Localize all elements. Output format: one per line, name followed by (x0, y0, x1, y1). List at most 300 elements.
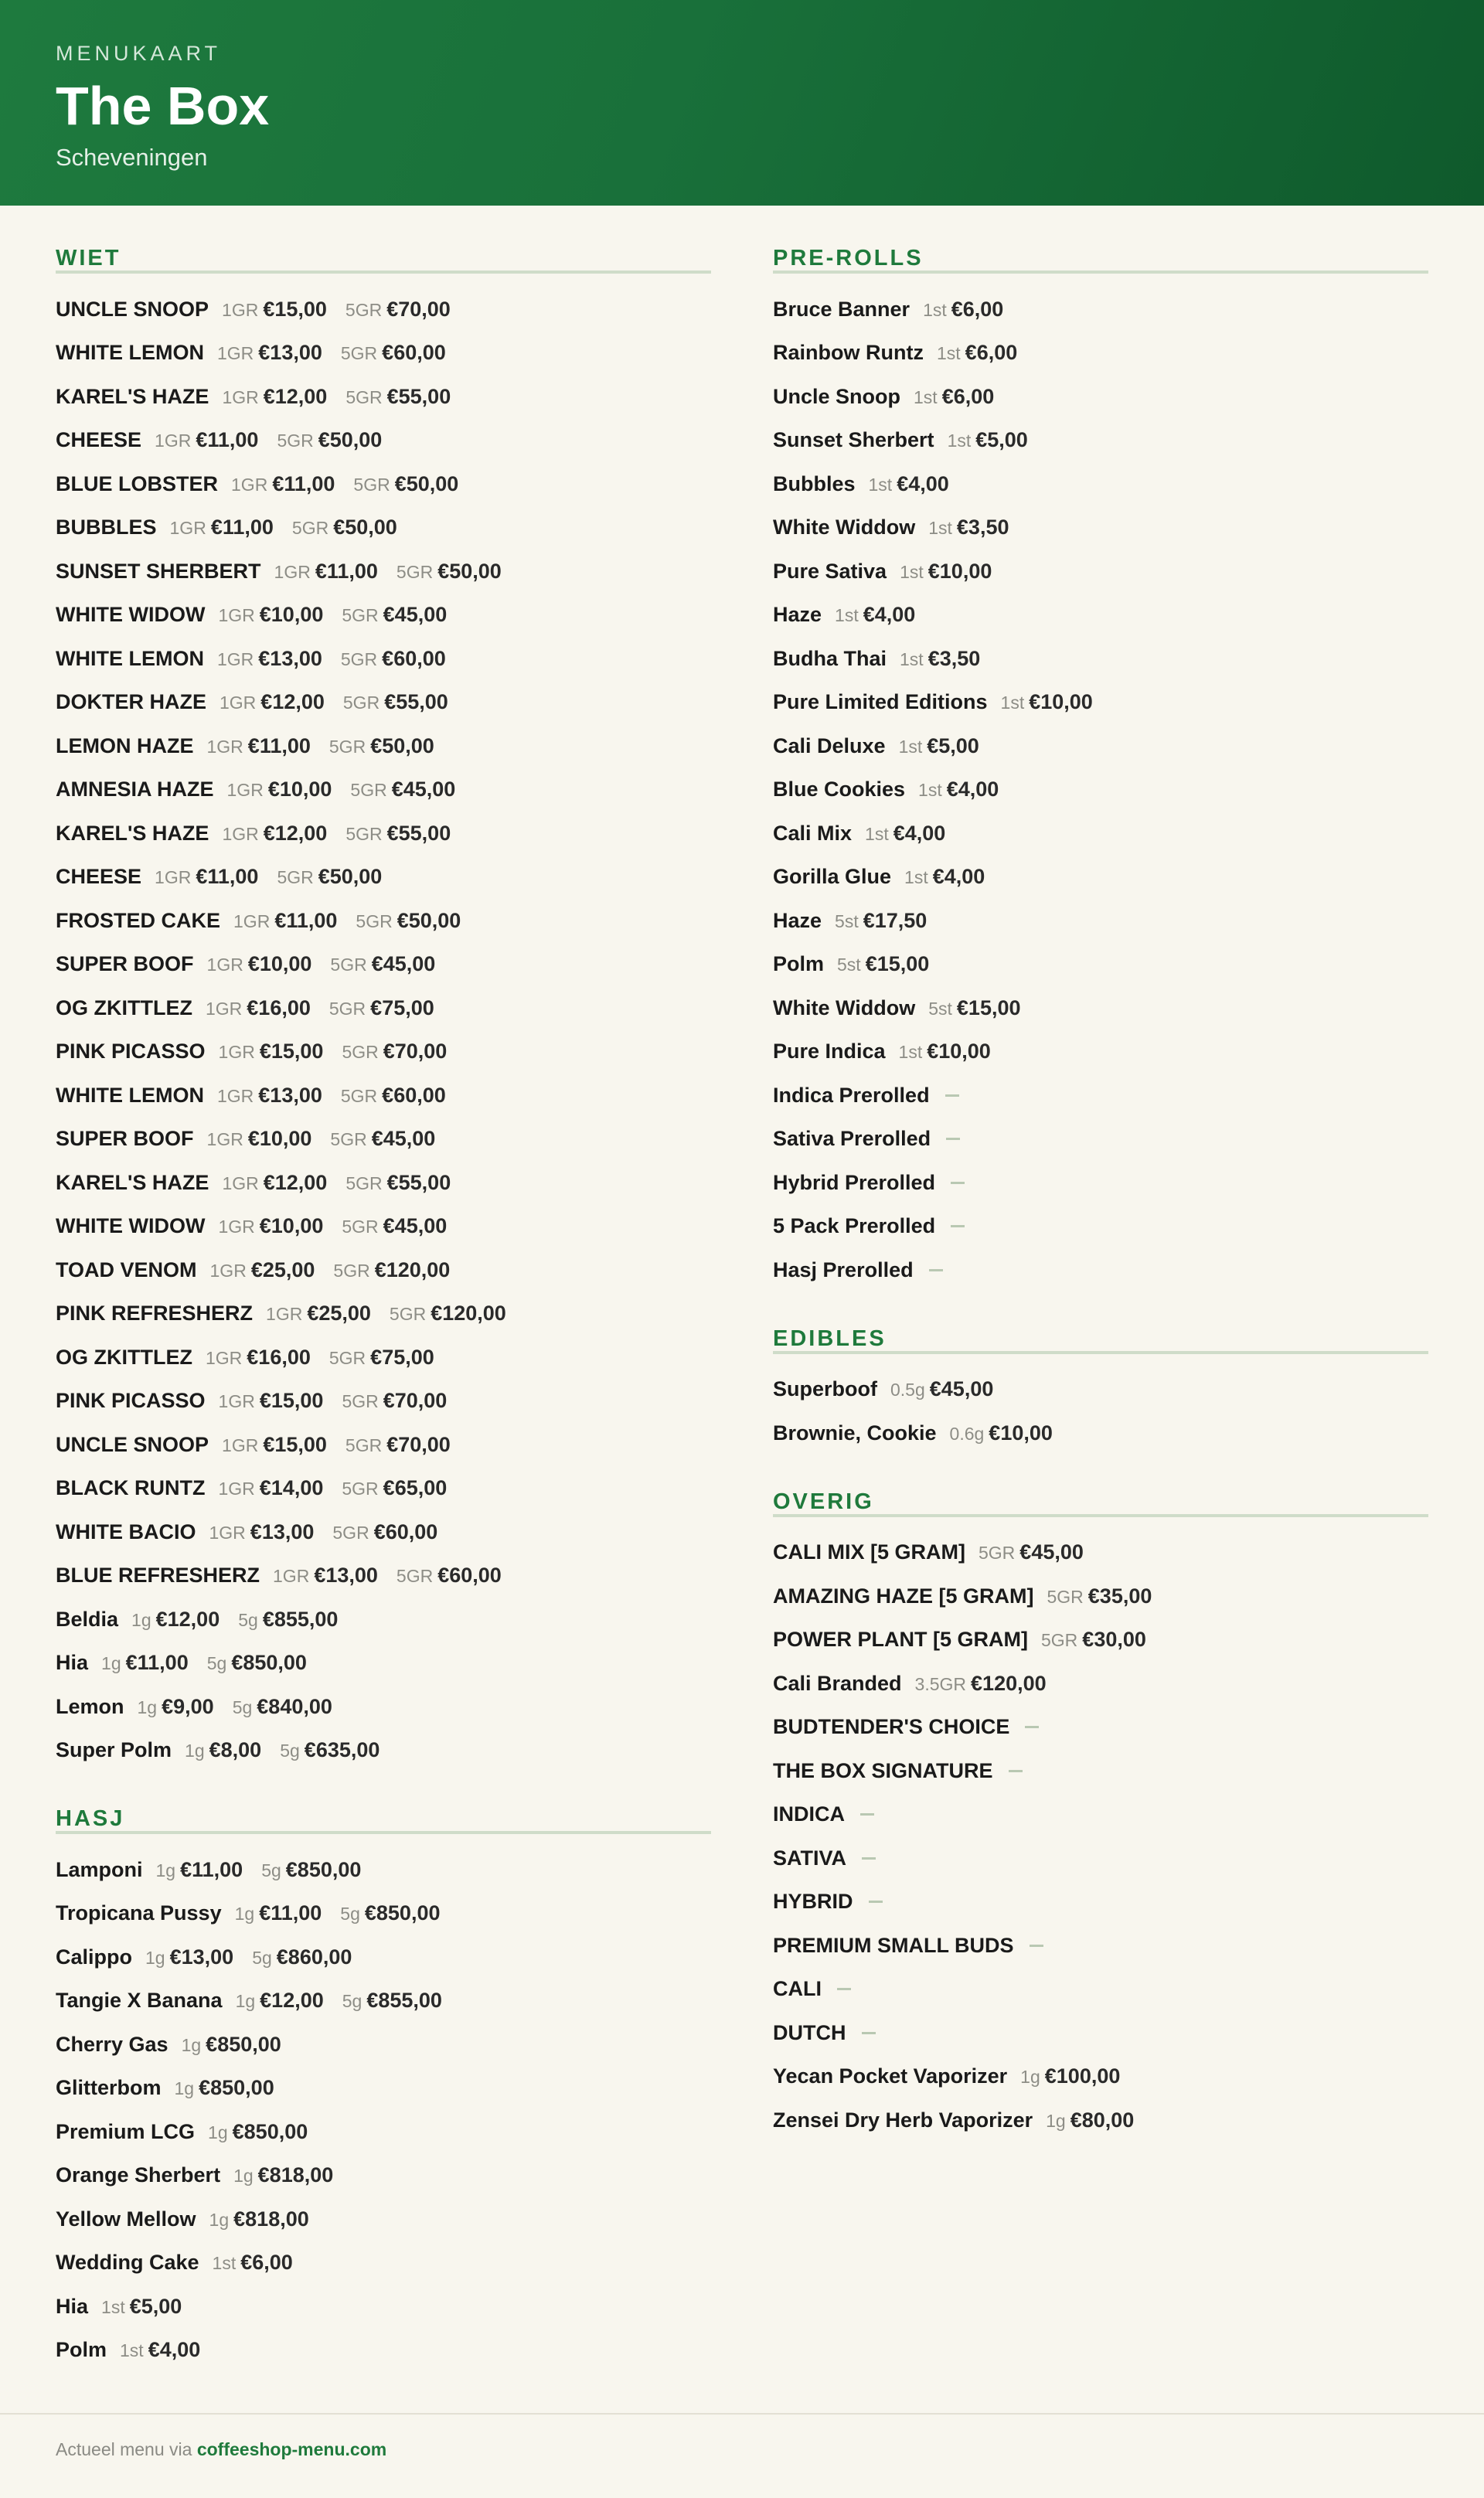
menu-item (56, 2110, 711, 2154)
section-overig (773, 1486, 1428, 2142)
price-tier (979, 1540, 1084, 1564)
shop-location: Scheveningen (56, 144, 208, 171)
tier-price: €13,00 (258, 341, 322, 365)
tier-price: €10,00 (927, 1040, 991, 1064)
menu-item (56, 1248, 711, 1292)
tier-unit: 5GR (345, 1172, 383, 1193)
tier-price: €16,00 (247, 995, 311, 1019)
menu-item (773, 1706, 1428, 1750)
tier-unit: 1GR (266, 1304, 303, 1325)
price-tier (918, 778, 999, 801)
price-tier (345, 1433, 451, 1457)
price-tier (342, 1389, 447, 1413)
menu-item (56, 375, 711, 419)
tier-price: €60,00 (382, 341, 446, 365)
tier-price: €50,00 (318, 865, 383, 889)
price-tier (222, 1171, 327, 1195)
item-name: Premium LCG (56, 2119, 196, 2143)
price-tier (156, 1858, 243, 1882)
menu-item (773, 1161, 1428, 1205)
item-name: LEMON HAZE (56, 733, 194, 757)
tier-unit: 1GR (231, 474, 268, 495)
tier-price: €11,00 (259, 1901, 322, 1925)
tier-unit: 1st (212, 2253, 237, 2274)
menu-item (56, 1510, 711, 1554)
tier-unit: 1g (235, 1991, 256, 2012)
price-tier (329, 1346, 434, 1370)
tier-unit: 1GR (205, 998, 243, 1019)
menu-item (773, 462, 1428, 506)
tier-price: €70,00 (383, 1389, 448, 1413)
section-wiet (56, 243, 711, 1772)
price-tier (210, 1258, 315, 1282)
tier-unit: 5GR (342, 1042, 379, 1063)
menu-item (56, 594, 711, 638)
section-title: PRE-ROLLS (773, 243, 1428, 274)
tier-unit: 5GR (345, 823, 383, 844)
tier-price: €3,50 (956, 516, 1009, 539)
tier-price: €11,00 (196, 865, 259, 889)
tier-price: €6,00 (951, 297, 1004, 321)
item-name: Orange Sherbert (56, 2163, 221, 2187)
price-tier (231, 472, 335, 496)
tier-unit: 5st (928, 998, 952, 1019)
tier-unit: 0.5g (890, 1380, 925, 1400)
price-tier (236, 1989, 324, 2013)
tier-unit: 1GR (209, 1522, 246, 1543)
tier-unit: 1g (101, 1653, 121, 1674)
price-tier (145, 1945, 233, 1969)
item-name: UNCLE SNOOP (56, 1432, 209, 1456)
item-name: Tangie X Banana (56, 1989, 223, 2013)
tier-unit: 1g (1020, 2067, 1040, 2088)
tier-price: €50,00 (394, 471, 459, 495)
tier-unit: 1GR (222, 1172, 259, 1193)
menu-item (56, 2197, 711, 2241)
tier-unit: 5GR (330, 955, 367, 975)
item-name: CALI (773, 1977, 822, 2001)
item-name: WHITE LEMON (56, 341, 204, 365)
price-tier (342, 1989, 442, 2013)
tier-price: €50,00 (397, 908, 461, 932)
tier-unit: 1GR (155, 867, 192, 888)
item-name: WHITE LEMON (56, 1083, 204, 1107)
menu-item (56, 2023, 711, 2067)
tier-price: €45,00 (929, 1377, 994, 1401)
tier-price: €8,00 (209, 1738, 262, 1762)
item-name: Cali Deluxe (773, 733, 886, 757)
price-tier (340, 1901, 440, 1925)
menu-item (773, 1248, 1428, 1292)
price-tier (233, 2163, 333, 2187)
tier-unit: 1g (155, 1860, 176, 1880)
tier-price: €70,00 (386, 1432, 451, 1456)
item-name: WHITE WIDOW (56, 1214, 206, 1238)
price-tier (138, 1695, 214, 1719)
menu-item (56, 550, 711, 594)
menu-item (56, 1118, 711, 1162)
price-tier (292, 516, 397, 539)
item-name: INDICA (773, 1802, 845, 1826)
item-name: Tropicana Pussy (56, 1901, 222, 1925)
tier-unit: 1g (137, 1697, 158, 1717)
menu-item (773, 986, 1428, 1030)
price-tier (350, 778, 455, 801)
menu-item (56, 724, 711, 768)
item-name: OG ZKITTLEZ (56, 1345, 192, 1369)
tier-unit: 1g (185, 1741, 205, 1761)
item-name: CHEESE (56, 428, 142, 452)
item-name: KAREL'S HAZE (56, 384, 209, 408)
item-name: Glitterbom (56, 2076, 162, 2100)
tier-unit: 5GR (291, 518, 329, 539)
menu-item (56, 1892, 711, 1936)
item-name: DUTCH (773, 2020, 846, 2044)
tier-price: €5,00 (927, 733, 979, 757)
tier-unit: 1st (900, 561, 924, 582)
item-name: Sunset Sherbert (773, 428, 934, 452)
menu-item (56, 288, 711, 332)
no-price-dash (1030, 1945, 1043, 1947)
tier-price: €6,00 (941, 384, 995, 408)
tier-unit: 0.6g (949, 1423, 985, 1444)
no-price-dash (1009, 1770, 1023, 1772)
price-tier (220, 690, 325, 714)
price-tier (217, 647, 322, 671)
item-name: PINK PICASSO (56, 1040, 206, 1064)
tier-unit: 1GR (216, 648, 254, 669)
item-name: Indica Prerolled (773, 1083, 930, 1107)
tier-price: €80,00 (1070, 2108, 1135, 2132)
tier-unit: 1GR (206, 1129, 243, 1150)
tier-unit: 5st (835, 910, 859, 931)
price-tier (948, 428, 1028, 452)
price-tier (277, 428, 382, 452)
price-tier (238, 1608, 338, 1632)
tier-unit: 1st (835, 605, 859, 626)
price-tier (209, 2207, 309, 2231)
price-tier (923, 298, 1003, 322)
menu-item (56, 681, 711, 725)
menu-item (56, 812, 711, 856)
price-tier (937, 341, 1017, 365)
price-tier (273, 1564, 378, 1588)
item-name: Bruce Banner (773, 297, 910, 321)
footer-link[interactable]: coffeeshop-menu.com (196, 2439, 387, 2459)
tier-price: €4,00 (863, 603, 916, 627)
tier-unit: 1GR (274, 561, 311, 582)
tier-price: €45,00 (1019, 1540, 1084, 1564)
tier-unit: 1g (233, 2166, 254, 2187)
menu-column-left (56, 243, 711, 2372)
tier-price: €14,00 (259, 1476, 324, 1500)
no-price-dash (869, 1901, 883, 1903)
price-tier (914, 385, 994, 409)
price-tier (900, 647, 980, 671)
price-tier (835, 909, 927, 933)
item-name: SATIVA (773, 1846, 847, 1870)
price-tier (277, 865, 382, 889)
item-name: Cali Branded (773, 1671, 902, 1695)
tier-unit: 1GR (216, 343, 254, 364)
price-tier (227, 778, 332, 801)
price-tier (865, 822, 945, 846)
menu-item (773, 594, 1428, 638)
tier-price: €10,00 (989, 1421, 1053, 1445)
price-tier (345, 1171, 451, 1195)
tier-price: €12,00 (263, 821, 328, 845)
price-tier (1020, 2064, 1120, 2088)
menu-item (773, 943, 1428, 987)
price-tier (1046, 2108, 1134, 2132)
price-tier (218, 1476, 323, 1500)
menu-item (773, 419, 1428, 463)
no-price-dash (929, 1269, 943, 1271)
item-name: Hia (56, 1651, 89, 1675)
tier-unit: 5GR (332, 1522, 369, 1543)
tier-price: €12,00 (155, 1607, 220, 1631)
menu-item (773, 550, 1428, 594)
price-tier (345, 385, 451, 409)
tier-price: €17,50 (863, 908, 928, 932)
item-name: WHITE LEMON (56, 646, 204, 670)
tier-price: €30,00 (1082, 1628, 1146, 1652)
section-edibles (773, 1323, 1428, 1455)
price-tier (213, 2251, 293, 2275)
item-name: WHITE WIDOW (56, 603, 206, 627)
tier-price: €11,00 (272, 471, 335, 495)
price-tier (155, 428, 258, 452)
menu-item (56, 1423, 711, 1467)
menu-item (773, 1793, 1428, 1837)
price-tier (329, 996, 434, 1020)
price-tier (397, 560, 502, 584)
price-tier (343, 690, 448, 714)
tier-price: €4,00 (893, 821, 946, 845)
tier-price: €13,00 (258, 1083, 322, 1107)
item-name: AMAZING HAZE [5 GRAM] (773, 1584, 1034, 1608)
tier-price: €818,00 (257, 2163, 334, 2187)
tier-unit: 5GR (340, 343, 378, 364)
item-name: BLACK RUNTZ (56, 1476, 206, 1500)
tier-unit: 1GR (209, 1260, 247, 1281)
tier-price: €635,00 (304, 1738, 380, 1762)
menu-item (56, 2241, 711, 2285)
tier-price: €5,00 (975, 428, 1028, 452)
item-name: Cali Mix (773, 821, 853, 845)
item-name: Pure Limited Editions (773, 690, 988, 714)
tier-price: €5,00 (129, 2294, 182, 2318)
price-tier (869, 472, 949, 496)
tier-unit: 1st (923, 299, 947, 320)
item-name: Hia (56, 2294, 89, 2318)
item-name: BUDTENDER'S CHOICE (773, 1715, 1010, 1739)
item-name: Wedding Cake (56, 2251, 199, 2275)
tier-price: €10,00 (259, 603, 324, 627)
price-tier (252, 1945, 352, 1969)
price-tier (899, 1040, 991, 1064)
item-name: PINK PICASSO (56, 1389, 206, 1413)
item-name: PREMIUM SMALL BUDS (773, 1933, 1014, 1957)
menu-item (56, 2067, 711, 2111)
item-name: BUBBLES (56, 516, 157, 539)
menu-item (773, 899, 1428, 943)
tier-price: €12,00 (263, 1170, 328, 1194)
menu-item (56, 1380, 711, 1424)
tier-unit: 5GR (330, 1129, 367, 1150)
tier-unit: 1GR (218, 605, 255, 626)
tier-price: €75,00 (370, 995, 434, 1019)
tier-unit: 1GR (220, 693, 257, 713)
tier-unit: 1st (898, 1042, 923, 1063)
item-name: POWER PLANT [5 GRAM] (773, 1628, 1028, 1652)
tier-price: €11,00 (247, 733, 311, 757)
tier-price: €4,00 (897, 471, 949, 495)
tier-unit: 1GR (218, 1391, 255, 1412)
tier-unit: 1st (898, 736, 923, 757)
item-name: Polm (773, 952, 825, 976)
menu-item (56, 856, 711, 900)
price-tier (341, 1084, 446, 1108)
item-name: Brownie, Cookie (773, 1421, 937, 1445)
footer-text: Actueel menu via (56, 2439, 197, 2459)
item-name: SUPER BOOF (56, 952, 194, 976)
item-name: Hybrid Prerolled (773, 1170, 936, 1194)
menu-item (56, 1205, 711, 1249)
tier-price: €15,00 (259, 1040, 324, 1064)
item-name: Pure Sativa (773, 559, 887, 583)
item-name: Gorilla Glue (773, 865, 892, 889)
price-tier (899, 734, 979, 758)
price-tier (170, 516, 274, 539)
tier-unit: 1GR (226, 780, 264, 801)
tier-price: €35,00 (1087, 1584, 1152, 1608)
price-tier (397, 1564, 502, 1588)
item-name: Hasj Prerolled (773, 1258, 914, 1281)
menu-item (773, 1205, 1428, 1249)
tier-price: €818,00 (233, 2207, 309, 2231)
item-name: Lemon (56, 1694, 124, 1718)
tier-price: €4,00 (946, 778, 999, 801)
tier-price: €855,00 (262, 1607, 339, 1631)
tier-price: €6,00 (965, 341, 1018, 365)
menu-item (56, 943, 711, 987)
menu-footer (0, 2413, 1484, 2498)
price-tier (341, 341, 446, 365)
tier-price: €100,00 (1044, 2064, 1121, 2088)
price-tier (345, 822, 451, 846)
item-name: Sativa Prerolled (773, 1127, 931, 1151)
item-name: PINK REFRESHERZ (56, 1302, 254, 1326)
item-name: Zensei Dry Herb Vaporizer (773, 2108, 1033, 2132)
tier-price: €11,00 (315, 559, 378, 583)
tier-price: €840,00 (257, 1694, 332, 1718)
item-name: TOAD VENOM (56, 1258, 197, 1281)
menu-item (773, 724, 1428, 768)
price-tier (928, 516, 1009, 539)
tier-price: €15,00 (956, 995, 1021, 1019)
tier-unit: 1GR (222, 299, 259, 320)
tier-price: €25,00 (250, 1258, 315, 1281)
tier-unit: 5st (837, 955, 861, 975)
menu-item (56, 1685, 711, 1729)
price-tier (218, 603, 323, 627)
price-tier (950, 1421, 1053, 1445)
price-tier (356, 909, 461, 933)
item-name: THE BOX SIGNATURE (773, 1758, 993, 1782)
price-tier (274, 560, 378, 584)
menu-item (56, 1729, 711, 1773)
tier-unit: 5GR (340, 648, 378, 669)
tier-unit: 5GR (345, 1434, 383, 1455)
tier-price: €50,00 (318, 428, 383, 452)
tier-price: €850,00 (232, 2119, 308, 2143)
section-pre-rolls (773, 243, 1428, 1292)
item-name: Superboof (773, 1377, 877, 1401)
tier-unit: 1GR (206, 736, 243, 757)
menu-item (56, 1074, 711, 1118)
tier-unit: 5g (340, 1904, 360, 1925)
price-tier (222, 822, 327, 846)
item-name: FROSTED CAKE (56, 908, 221, 932)
tier-price: €70,00 (383, 1040, 448, 1064)
menu-item (56, 332, 711, 376)
no-price-dash (837, 1988, 851, 1990)
tier-unit: 5GR (345, 299, 383, 320)
tier-unit: 5GR (328, 1347, 366, 1368)
price-tier (266, 1302, 371, 1326)
menu-item (773, 2055, 1428, 2099)
tier-unit: 1st (101, 2296, 125, 2317)
tier-unit: 1GR (155, 431, 192, 451)
tier-unit: 1st (1000, 693, 1025, 713)
tier-price: €12,00 (260, 690, 325, 714)
tier-unit: 5GR (356, 910, 393, 931)
tier-price: €60,00 (373, 1520, 438, 1543)
tier-unit: 1GR (206, 955, 243, 975)
menu-item (773, 2098, 1428, 2142)
item-name: Beldia (56, 1607, 119, 1631)
menu-item (773, 1618, 1428, 1662)
tier-price: €9,00 (162, 1694, 214, 1718)
menu-item (56, 899, 711, 943)
tier-price: €55,00 (386, 1170, 451, 1194)
price-tier (233, 909, 337, 933)
menu-item (773, 1836, 1428, 1880)
menu-item (773, 768, 1428, 812)
price-tier (342, 1476, 447, 1500)
tier-price: €860,00 (276, 1945, 352, 1969)
price-tier (837, 952, 929, 976)
tier-unit: 5GR (1047, 1586, 1084, 1607)
tier-unit: 1GR (222, 386, 259, 407)
tier-price: €55,00 (386, 821, 451, 845)
tier-unit: 1st (900, 648, 924, 669)
no-price-dash (862, 1857, 876, 1860)
tier-unit: 1st (918, 780, 942, 801)
tier-unit: 5GR (342, 693, 380, 713)
price-tier (342, 1214, 447, 1238)
tier-price: €45,00 (383, 1214, 448, 1238)
price-tier (342, 603, 447, 627)
menu-item (56, 1554, 711, 1598)
price-tier (206, 1346, 311, 1370)
item-name: DOKTER HAZE (56, 690, 206, 714)
menu-item (56, 2154, 711, 2198)
tier-price: €65,00 (383, 1476, 448, 1500)
menu-item (56, 1642, 711, 1686)
tier-unit: 1st (947, 431, 972, 451)
